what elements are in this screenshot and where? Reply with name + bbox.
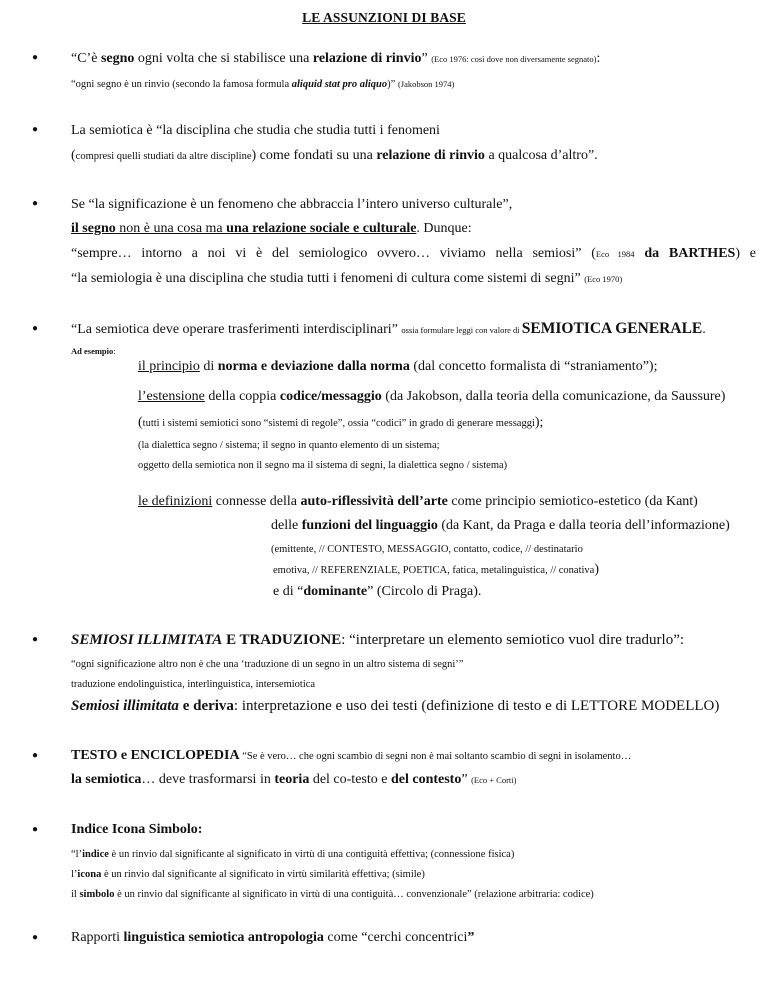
citation: (Eco + Corti) bbox=[471, 775, 517, 785]
s1-line-1: “C’è segno ogni volta che si stabilisce una relazione di rinvio” (Eco 1976: così dove non diversamente segnato): bbox=[71, 51, 601, 66]
s4-codes-note: (tutti i sistemi semiotici sono “sistemi di regole”, ossia “codici” in grado di generare messaggi); bbox=[138, 415, 544, 430]
s4-dialectic-1: (la dialettica segno / sistema; il segno in quanto elemento di un sistema; bbox=[138, 440, 440, 451]
s4-functions-list-1: (emittente, // CONTESTO, MESSAGGIO, contatto, codice, // destinatario bbox=[271, 544, 583, 555]
s7-symbol: il simbolo è un rinvio dal significante al significato in virtù di una contiguità… convenzionale” (relazione arbitraria: codice) bbox=[71, 889, 594, 900]
citation: Eco 1984 bbox=[595, 249, 635, 259]
bullet-6: ● bbox=[32, 750, 39, 761]
s5-line-4: Semiosi illimitata e deriva: interpretazione e uso dei testi (definizione di testo e di LETTORE MODELLO) bbox=[71, 698, 720, 714]
s6-line-2: la semiotica… deve trasformarsi in teoria del co-testo e del contesto” (Eco + Corti) bbox=[71, 772, 517, 787]
s4-dominant: e di “dominante” (Circolo di Praga). bbox=[273, 584, 482, 599]
s1-line-2: “ogni segno è un rinvio (secondo la famosa formula aliquid stat pro aliquo)” (Jakobson 1974) bbox=[71, 79, 455, 90]
s4-line-1: “La semiotica deve operare trasferimenti interdisciplinari” ossia formulare leggi con valore di SEMIOTICA GENERALE. bbox=[71, 320, 706, 337]
s4-definitions: le definizioni connesse della auto-riflessività dell’arte come principio semiotico-estetico (da Kant) bbox=[138, 494, 698, 509]
s2-line-2: (compresi quelli studiati da altre discipline) come fondati su una relazione di rinvio a qualcosa d’altro”. bbox=[71, 148, 598, 163]
citation: (Eco 1970) bbox=[584, 274, 623, 284]
bullet-8: ● bbox=[32, 932, 39, 943]
bullet-1: ● bbox=[32, 52, 39, 63]
s7-icon: l’icona è un rinvio dal significante al significato in virtù similarità effettiva; (simile) bbox=[71, 869, 425, 880]
s7-title: Indice Icona Simbolo: bbox=[71, 822, 203, 837]
bullet-2: ● bbox=[32, 124, 39, 135]
bullet-7: ● bbox=[32, 824, 39, 835]
bullet-3: ● bbox=[32, 198, 39, 209]
bullet-5: ● bbox=[32, 634, 39, 645]
s6-line-1: TESTO e ENCICLOPEDIA “Se è vero… che ogni scambio di segni non è mai soltanto scambio di segni in isolamento… bbox=[71, 748, 632, 763]
s5-line-1: SEMIOSI ILLIMITATA E TRADUZIONE: “interpretare un elemento semiotico vuol dire tradurlo”: bbox=[71, 632, 685, 648]
s4-extension: l’estensione della coppia codice/messaggio (da Jakobson, dalla teoria della comunicazione, da Saussure) bbox=[138, 389, 726, 404]
bullet-4: ● bbox=[32, 323, 39, 334]
s4-functions: delle funzioni del linguaggio (da Kant, da Praga e dalla teoria dell’informazione) bbox=[271, 518, 730, 533]
page-title: LE ASSUNZIONI DI BASE bbox=[302, 10, 466, 25]
s8-line-1: Rapporti linguistica semiotica antropologia come “cerchi concentrici” bbox=[71, 930, 475, 945]
s7-index: “l’indice è un rinvio dal significante al significato in virtù di una contiguità effettiva; (connessione fisica) bbox=[71, 849, 515, 860]
s5-line-3: traduzione endolinguistica, interlinguistica, intersemiotica bbox=[71, 679, 316, 690]
citation: (Jakobson 1974) bbox=[397, 79, 455, 89]
s4-functions-list-2: emotiva, // REFERENZIALE, POETICA, fatica, metalinguistica, // conativa) bbox=[273, 562, 600, 577]
s3-line-4: “la semiologia è una disciplina che studia tutti i fenomeni di cultura come sistemi di segni” (Eco 1970) bbox=[71, 271, 623, 286]
s2-line-1: La semiotica è “la disciplina che studia che studia tutti i fenomeni bbox=[71, 123, 440, 138]
s3-line-1: Se “la significazione è un fenomeno che abbraccia l’intero universo culturale”, bbox=[71, 197, 513, 212]
s3-line-2: il segno non è una cosa ma una relazione sociale e culturale. Dunque: bbox=[71, 221, 472, 236]
citation: (Eco 1976: così dove non diversamente segnato) bbox=[431, 54, 597, 64]
s4-principle: il principio di norma e deviazione dalla norma (dal concetto formalista di “straniamento”); bbox=[138, 359, 658, 374]
s5-line-2: “ogni significazione altro non è che una ‘traduzione di un segno in un altro sistema di segni’” bbox=[71, 659, 464, 670]
s3-line-3: “sempre… intorno a noi vi è del semiologico ovvero… viviamo nella semiosi” (Eco 1984 da BARTHES) e bbox=[71, 246, 756, 261]
s4-dialectic-2: oggetto della semiotica non il segno ma il sistema di segni, la dialettica segno / sistema) bbox=[138, 460, 508, 471]
example-label: Ad esempio: bbox=[71, 346, 116, 356]
